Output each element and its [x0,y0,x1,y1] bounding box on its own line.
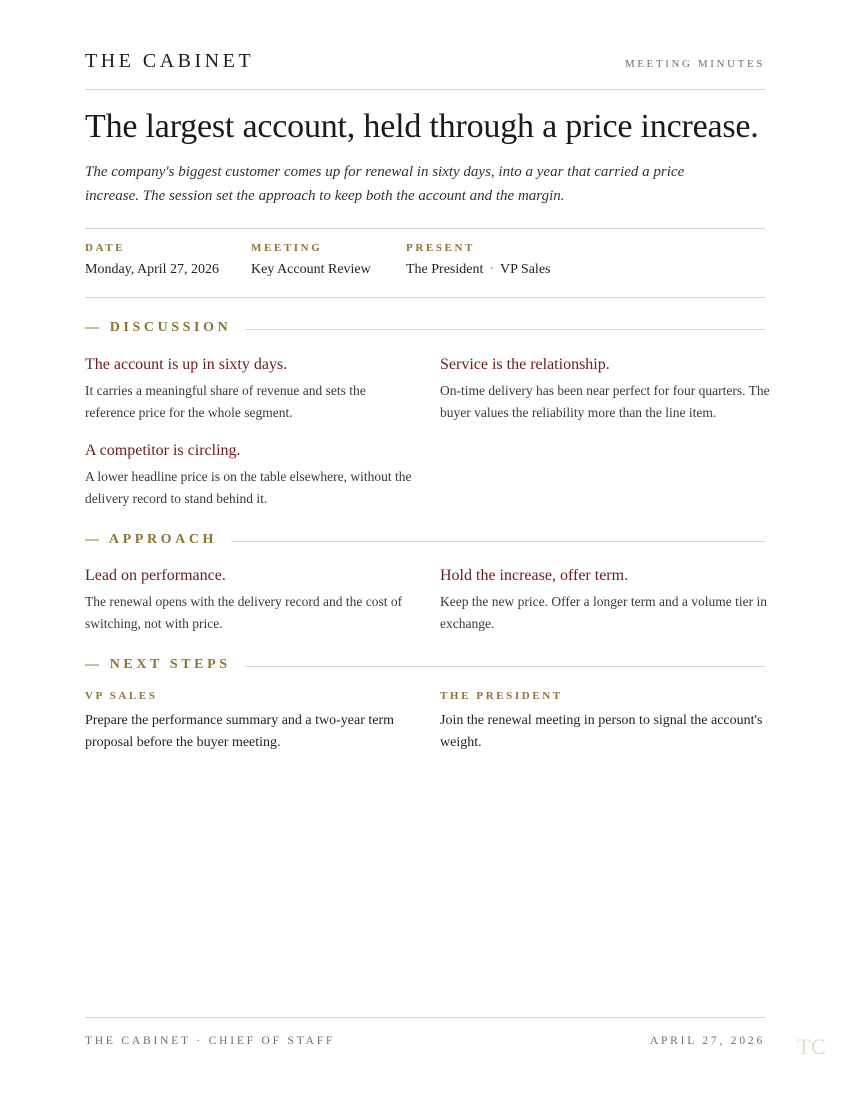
next-step [440,690,770,754]
meta-meeting-label: MEETING [251,242,323,254]
item-heading: A competitor is circling. [85,442,241,459]
discussion-section-header [85,320,765,340]
step-action: Prepare the performance summary and a two-year term proposal before the buyer meeting. [85,713,395,750]
item-body: The renewal opens with the delivery record and the cost of switching, not with price. [85,594,403,631]
step-action: Join the renewal meeting in person to signal the account's weight. [440,713,763,750]
meta-present [406,242,550,278]
footer-divider [85,1017,765,1018]
item-body: On-time delivery has been near perfect for four quarters. The buyer values the reliability more than the line item. [440,383,770,420]
meta-date [85,242,219,278]
footer-date: APRIL 27, 2026 [649,1035,765,1047]
meta-meeting-value: Key Account Review [251,262,371,277]
masthead [85,50,765,74]
next-steps-section-header [85,657,765,677]
meta-date-label: DATE [85,242,126,254]
attendee: VP Sales [500,262,551,277]
approach-item [440,567,770,634]
section-rule [241,666,765,667]
section-rule [229,541,765,542]
item-heading: The account is up in sixty days. [85,356,288,373]
meta-top-divider [85,228,765,229]
discussion-item [440,356,770,423]
item-heading: Lead on performance. [85,567,226,584]
attendee-separator: · [489,262,495,277]
meta-bottom-divider [85,297,765,298]
approach-item [85,567,415,634]
footer-office: THE CABINET · CHIEF OF STAFF [85,1035,336,1047]
minutes-page [85,0,770,1100]
step-owner: THE PRESIDENT [440,690,563,702]
section-rule [245,329,765,330]
meta-meeting [251,242,371,278]
document-type: MEETING MINUTES [624,58,765,70]
meta-present-value [406,262,550,278]
standfirst: The company's biggest customer comes up for renewal in sixty days, into a year that carried a price increase. The session set the approach to keep both the account and the margin. [85,164,685,204]
attendee: The President [406,262,484,277]
section-label: — APPROACH [85,532,231,548]
item-body: Keep the new price. Offer a longer term and a volume tier in exchange. [440,594,767,631]
page-title: The largest account, held through a price increase. [85,108,759,145]
item-heading: Service is the relationship. [440,356,610,373]
brand-name: THE CABINET [85,50,255,72]
discussion-item [85,442,415,509]
monogram-logo: TC [797,1034,827,1059]
discussion-item [85,356,415,423]
next-step [85,690,415,754]
item-heading: Hold the increase, offer term. [440,567,629,584]
approach-section-header [85,532,765,552]
meta-present-label: PRESENT [406,242,475,254]
item-body: It carries a meaningful share of revenue and sets the reference price for the whole segment. [85,383,366,420]
item-body: A lower headline price is on the table elsewhere, without the delivery record to stand behind it. [85,469,412,506]
meta-date-value: Monday, April 27, 2026 [85,262,220,277]
header-divider [85,89,765,90]
step-owner: VP SALES [85,690,158,702]
section-label: — DISCUSSION [85,320,245,336]
section-label: — NEXT STEPS [85,657,245,673]
